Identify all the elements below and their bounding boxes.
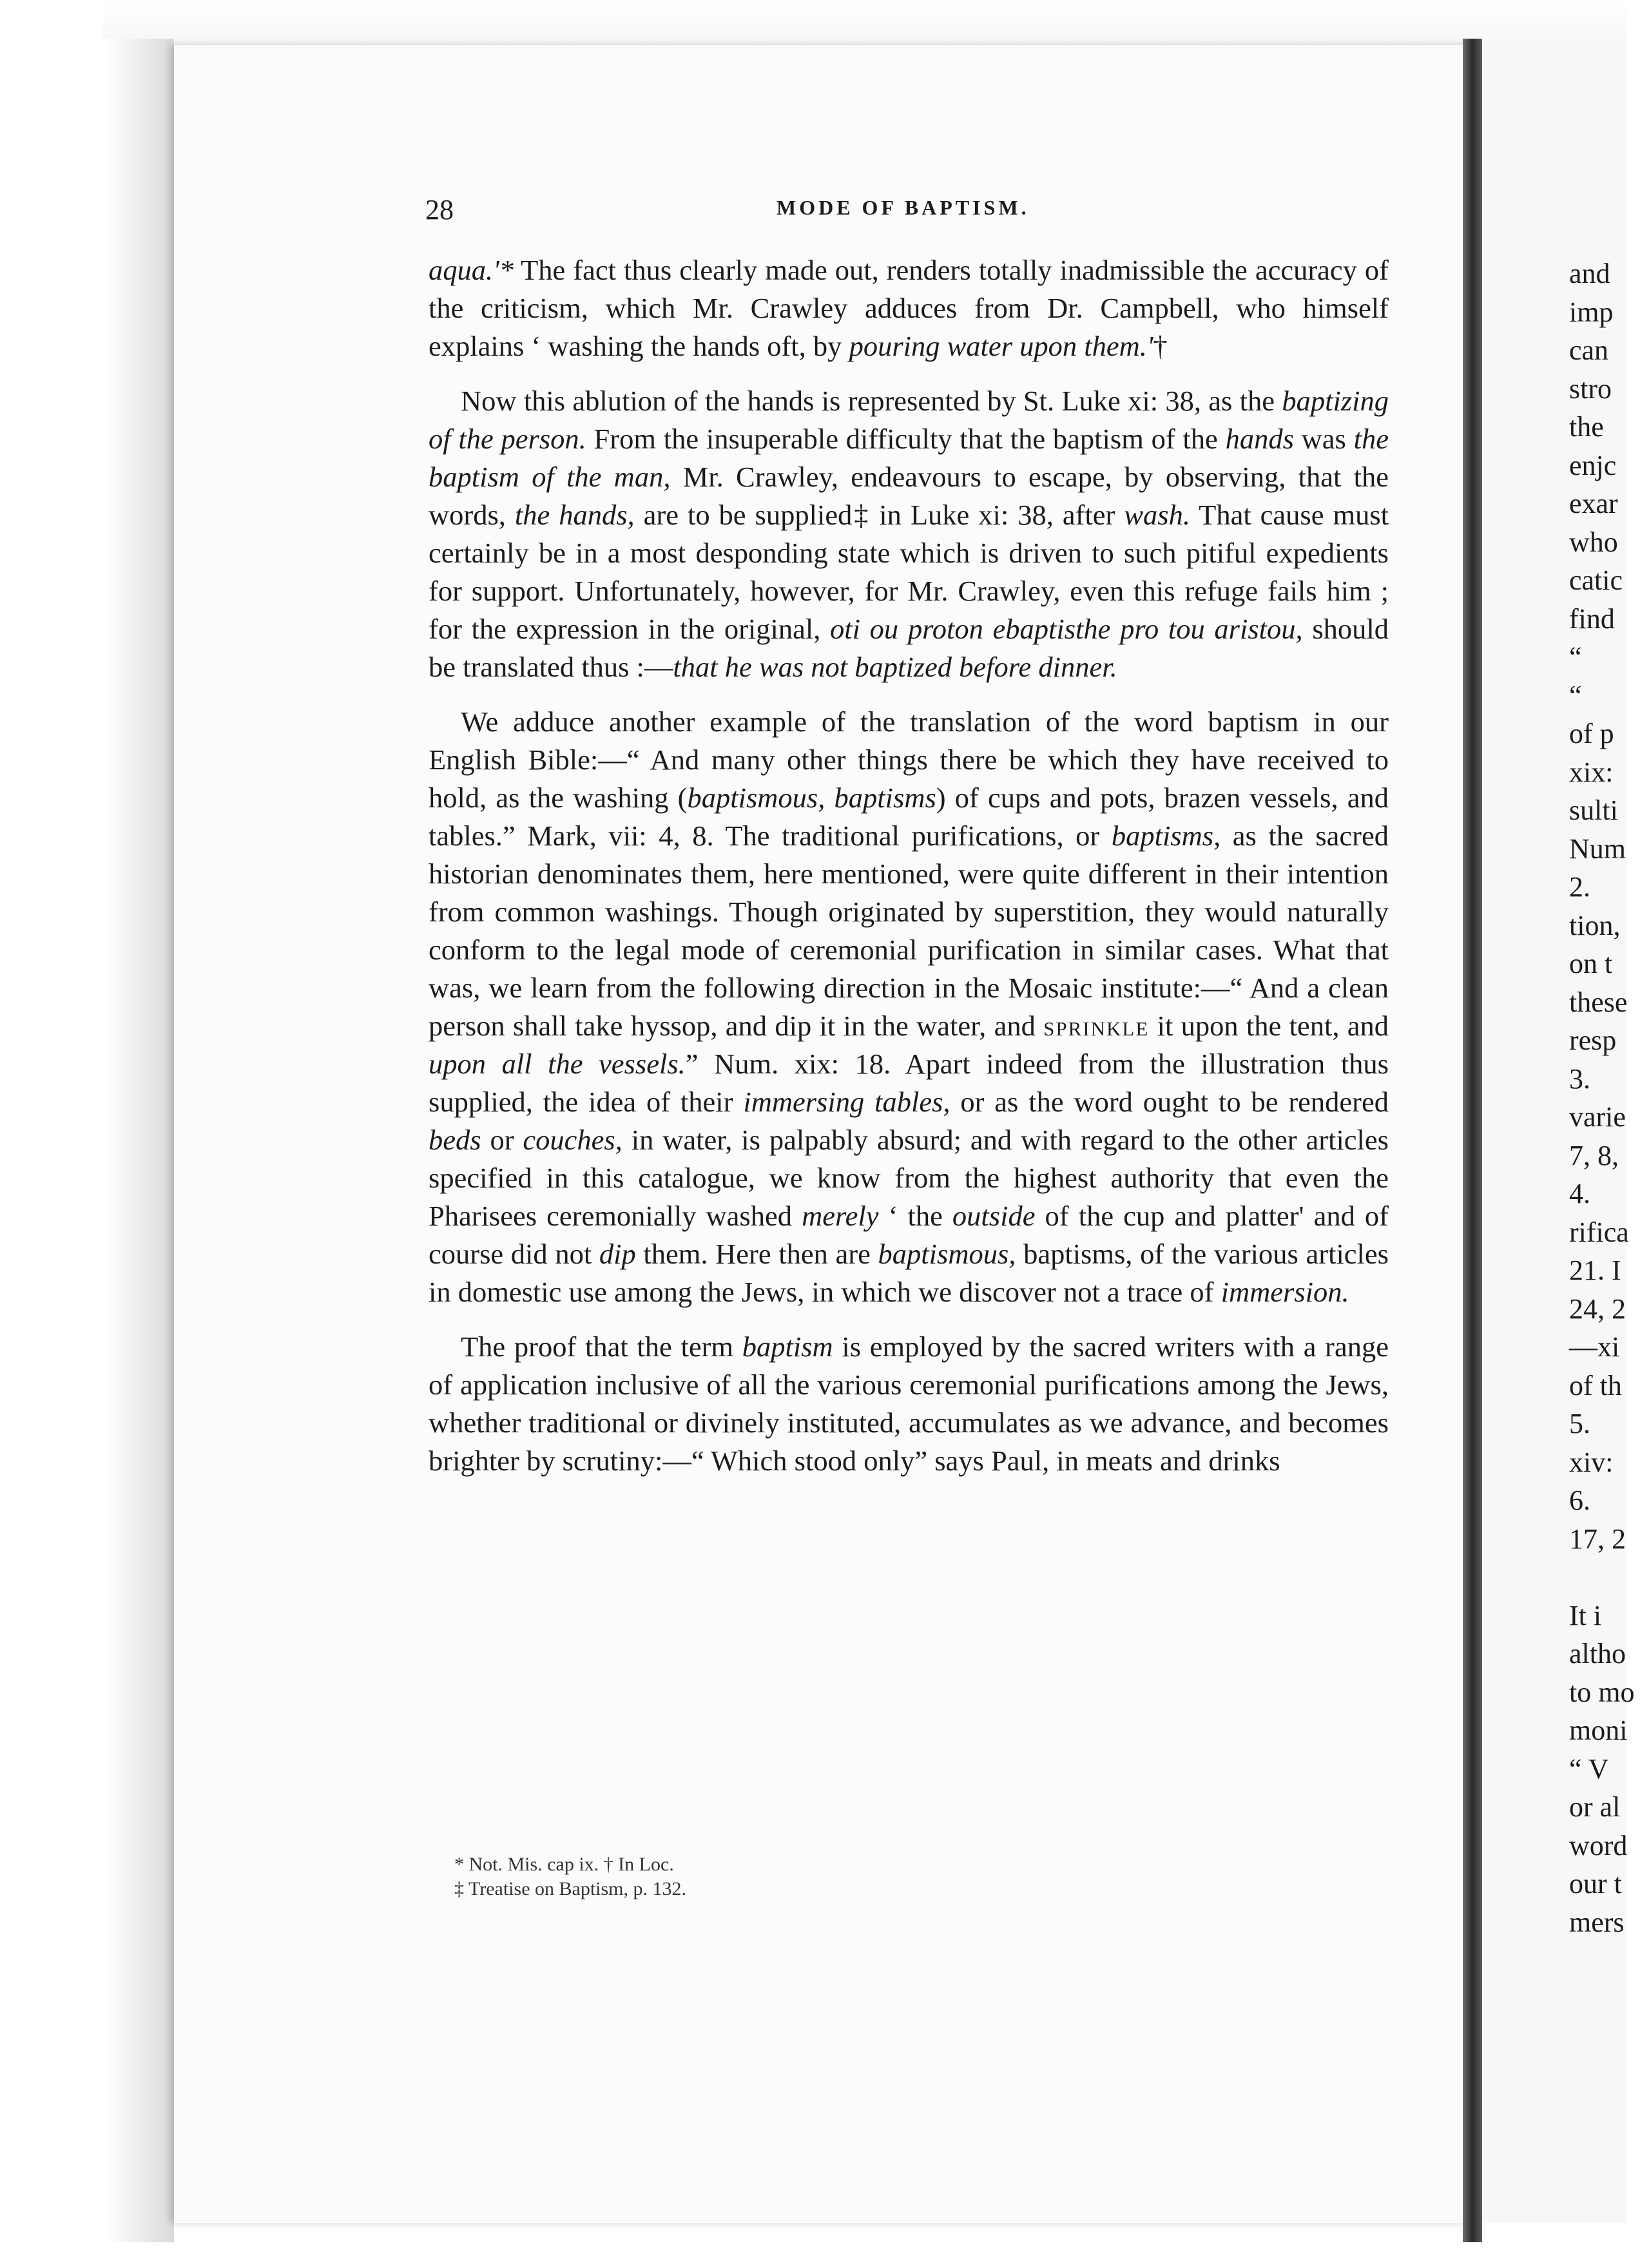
text-fragment: that he was not baptized before dinner. <box>673 651 1117 683</box>
text-fragment: ) of cups and pots, brazen vessels, and tables.” Mark, vii: 4, 8. The traditional purifications, or <box>429 782 1389 852</box>
facing-page-line: word <box>1569 1829 1628 1861</box>
scan-border-left <box>103 39 174 2242</box>
text-fragment: baptismous, baptisms <box>687 782 936 814</box>
text-fragment: upon all the vessels. <box>429 1048 686 1080</box>
text-fragment: oti ou proton ebaptisthe pro tou aristou, <box>830 613 1303 645</box>
facing-page-line: 6. <box>1569 1485 1590 1516</box>
text-fragment: beds <box>429 1124 481 1156</box>
text-fragment: outside <box>952 1200 1036 1232</box>
facing-page-line: sulti <box>1569 794 1618 826</box>
facing-page-line: 4. <box>1569 1178 1590 1209</box>
page-number: 28 <box>425 194 454 226</box>
facing-page-line: “ <box>1569 641 1582 673</box>
facing-page-line: catic <box>1569 564 1623 596</box>
text-fragment: or as the word ought to be rendered <box>950 1086 1389 1118</box>
facing-page-line: to mo <box>1569 1676 1635 1708</box>
facing-page-line: stro <box>1569 372 1612 405</box>
facing-page-line: It i <box>1569 1599 1602 1631</box>
text-fragment: wash. <box>1124 499 1190 531</box>
facing-page-line: of th <box>1569 1369 1622 1401</box>
facing-page-line: enjc <box>1569 449 1617 481</box>
text-fragment: are to be supplied‡ in Luke xi: 38, after <box>634 499 1124 531</box>
facing-page-line: 17, 2 <box>1569 1523 1626 1555</box>
text-fragment: Now this ablution of the hands is represented by St. Luke xi: 38, as the <box>461 385 1282 417</box>
text-fragment: ” Num. xix: 18. Apart indeed from the illustration thus supplied, the idea of their <box>429 1048 1389 1118</box>
paragraph-3 <box>429 703 1389 1311</box>
facing-page-line: “ V <box>1569 1753 1609 1785</box>
paragraph-1 <box>429 251 1389 365</box>
text-fragment: sprinkle <box>1043 1010 1150 1042</box>
footnotes <box>454 1852 1034 1901</box>
text-fragment: or <box>481 1124 523 1156</box>
facing-page-line: find <box>1569 602 1615 635</box>
text-fragment: The fact thus clearly made out, renders totally inadmissible the accuracy of the criticism, which Mr. Crawley adduces from Dr. Campbell, who himself explains ‘ washing the hands oft, by <box>429 254 1389 362</box>
text-fragment: baptismous, <box>878 1238 1016 1270</box>
facing-page-line: resp <box>1569 1024 1617 1056</box>
facing-page-line: on t <box>1569 948 1613 979</box>
facing-page-line: 2. <box>1569 871 1590 903</box>
facing-page-line: 7, 8, <box>1569 1139 1619 1171</box>
text-fragment: was <box>1293 423 1354 455</box>
facing-page-line: tion, <box>1569 909 1621 941</box>
book-gutter <box>1463 39 1482 2242</box>
text-fragment: The proof that the term <box>461 1331 742 1363</box>
facing-page-line: —xi <box>1569 1331 1620 1363</box>
text-fragment: aqua.'* <box>429 254 514 286</box>
facing-page-line: our t <box>1569 1868 1622 1899</box>
text-fragment: should be translated thus :— <box>429 613 1389 683</box>
footnote-line: ‡ Treatise on Baptism, p. 132. <box>454 1878 687 1899</box>
text-fragment: From the insuperable difficulty that the baptism of the <box>586 423 1226 455</box>
text-fragment: of the cup and platter' and of course did not <box>429 1200 1389 1270</box>
facing-page-line: rifica <box>1569 1216 1629 1248</box>
text-fragment: Mr. Crawley, endeavours to escape, by observing, that the words, <box>429 461 1389 531</box>
facing-page-line: these <box>1569 986 1628 1018</box>
text-fragment: as the sacred historian denominates them, here mentioned, were quite different in their intention from common washings. Though originated by superstition, they would naturally conform to the legal mode of ceremonial purification in similar cases. What that was, we learn from the following direction in the Mosaic institute:—“ And a clean person shall take hyssop, and dip it in the water, and <box>429 820 1389 1042</box>
facing-page-line: imp <box>1569 296 1614 328</box>
facing-page-line: 21. I <box>1569 1254 1621 1286</box>
text-fragment: That cause must certainly be in a most desponding state which is driven to such pitiful expedients for support. Unfortunately, however, for Mr. Crawley, even this refuge fails him ; for the expression in the original, <box>429 499 1389 645</box>
facing-page-line: moni <box>1569 1715 1628 1746</box>
facing-page-line: and <box>1569 258 1610 289</box>
text-fragment: baptisms, <box>1111 820 1221 852</box>
text-fragment: couches, <box>523 1124 622 1156</box>
text-fragment: in water, is palpably absurd; and with regard to the other articles specified in this catalogue, we know from the highest authority that even the Pharisees ceremonially washed <box>429 1124 1389 1232</box>
facing-page-line: xix: <box>1569 756 1614 788</box>
facing-page-line: 5. <box>1569 1408 1590 1439</box>
text-fragment: is employed by the sacred writers with a range of application inclusive of all the various ceremonial purifications among the Jews, whether traditional or divinely instituted, accumulates as we advance, and becomes brighter by scrutiny:—“ Which stood only” says Paul, in meats and drinks <box>429 1331 1389 1477</box>
text-fragment: them. Here then are <box>635 1238 878 1270</box>
facing-page-line: the <box>1569 411 1604 443</box>
text-fragment: hands <box>1225 423 1294 455</box>
text-fragment: the hands, <box>514 499 635 531</box>
page-header <box>425 193 1392 245</box>
text-fragment: immersing tables, <box>743 1086 950 1118</box>
footnote-line: * Not. Mis. cap ix. † In Loc. <box>454 1854 674 1875</box>
facing-page-line: of p <box>1569 718 1614 749</box>
facing-page-line: “ <box>1569 679 1582 711</box>
paragraph-2 <box>429 382 1389 686</box>
text-fragment: the baptism of the man, <box>429 423 1389 493</box>
facing-page-line: or al <box>1569 1791 1621 1823</box>
text-fragment: dip <box>599 1238 636 1270</box>
facing-page-line: mers <box>1569 1906 1625 1938</box>
facing-page-line: 24, 2 <box>1569 1293 1626 1325</box>
text-fragment: ‘ the <box>878 1200 952 1232</box>
text-fragment: immersion. <box>1220 1276 1349 1308</box>
paragraph-4 <box>429 1328 1389 1480</box>
text-fragment: merely <box>802 1200 879 1232</box>
text-fragment: baptism <box>742 1331 833 1363</box>
facing-page-line: 3. <box>1569 1062 1590 1095</box>
facing-page-line: Num <box>1569 832 1626 865</box>
footnote-mark: † <box>1153 330 1168 362</box>
text-fragment: baptisms, of the various articles in domestic use among the Jews, in which we discover not a trace of <box>429 1238 1389 1308</box>
facing-page-line: varie <box>1569 1101 1626 1133</box>
text-fragment: pouring water upon them.' <box>849 330 1153 362</box>
facing-page-line: xiv: <box>1569 1446 1614 1478</box>
facing-page-line: who <box>1569 526 1618 558</box>
facing-page-text <box>1569 255 1640 1941</box>
facing-page-line: altho <box>1569 1638 1626 1669</box>
text-fragment: We adduce another example of the translation of the word baptism in our English Bible:—“ And many other things there be which they have received to hold, as the washing ( <box>429 706 1389 814</box>
body-text <box>429 251 1389 1497</box>
facing-page-line: can <box>1569 334 1609 366</box>
facing-page-line: exar <box>1569 488 1618 519</box>
facing-page-line <box>1569 1558 1640 1597</box>
running-head: MODE OF BAPTISM. <box>777 196 1030 219</box>
text-fragment: it upon the tent, and <box>1149 1010 1389 1042</box>
text-fragment: baptizing of the person. <box>429 385 1389 455</box>
